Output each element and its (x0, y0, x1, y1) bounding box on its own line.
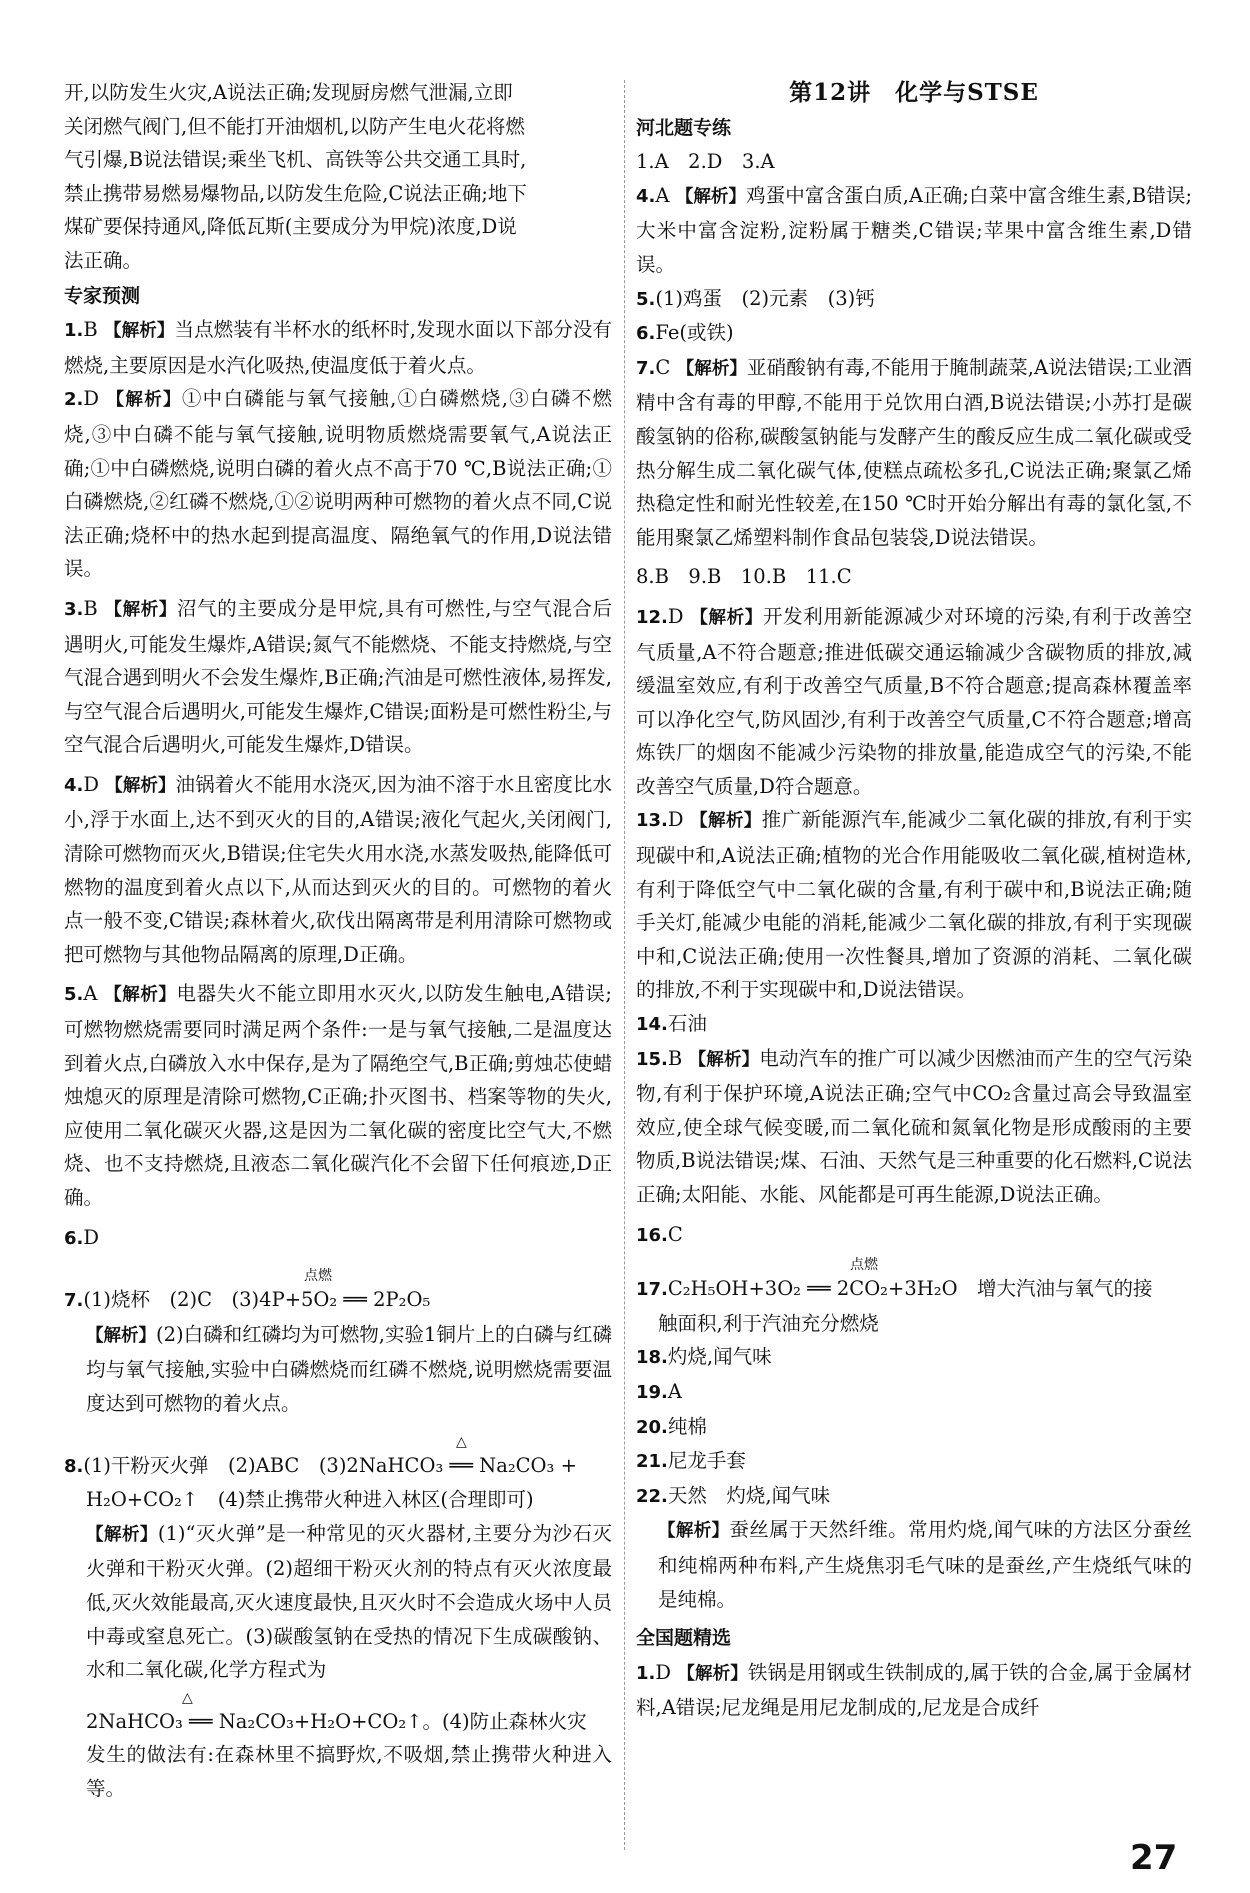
item-answer: 尼龙手套 (667, 1449, 746, 1473)
answer-line: 1.A 2.D 3.A (636, 150, 775, 174)
text-line: 法正确。 (64, 248, 143, 272)
item-answer: D (667, 604, 684, 628)
analysis-text: 铁锅是用钢或生铁制成的,属于铁的合金,属于金属材料,A错误;尼龙绳是用尼龙制成的,尼龙是合成纤 (636, 1660, 1192, 1720)
item-number: 6. (636, 323, 656, 345)
answer-item (64, 313, 612, 382)
item-number: 16. (636, 1224, 668, 1246)
item-answer: D (655, 1660, 672, 1684)
answer-item (636, 1444, 1192, 1479)
answer-item-8 (64, 1435, 612, 1806)
item-number: 3. (64, 598, 84, 620)
item-answer: A (83, 982, 98, 1006)
analysis-text: 电动汽车的推广可以减少因燃油而产生的空气污染物,有利于保护环境,A说法正确;空气中CO₂含量过高会导致温室效应,使全球气候变暖,而二氧化硫和氮氧化物是形成酸雨的主要物质,B说法错误;煤、石油、天然气是三种重要的化石燃料,C说法正确;太阳能、水能、风能都是可再生能源,D说法正确。 (636, 1046, 1192, 1206)
text-line: 禁止携带易燃易爆物品,以防发生危险,C说法正确;地下 (64, 181, 527, 205)
answer-item (636, 1656, 1192, 1725)
analysis-block (636, 1513, 1192, 1616)
item-answer-cont: 触面积,利于汽油充分燃烧 (658, 1311, 879, 1335)
answer-item (636, 803, 1192, 1007)
item-number: 20. (636, 1416, 668, 1438)
analysis-text: (1)“灭火弹”是一种常见的灭火器材,主要分为沙石灭火弹和干粉灭火弹。(2)超细干粉灭火剂的特点有灭火浓度最低,灭火效能最高,灭火速度最快,且灭火时不会造成火场中人员中毒或窒息死亡。(3)碳酸氢钠在受热的情况下生成碳酸钠、水和二氧化碳,化学方程式为 (86, 1521, 613, 1682)
answer-item (636, 600, 1192, 804)
page-number: 27 (1130, 1838, 1178, 1878)
item-answer: C (667, 1222, 683, 1246)
item-number: 1. (64, 320, 84, 342)
answer-item (636, 282, 1192, 317)
analysis-text: 沼气的主要成分是甲烷,具有可燃性,与空气混合后遇明火,可能发生爆炸,A错误;氮气不能燃烧、不能支持燃烧,与空气混合遇到明火不会发生爆炸,B正确;汽油是可燃性液体,易挥发,与空气混合后遇明火,可能发生爆炸,C错误;面粉是可燃性粉尘,与空气混合后遇明火,可能发生爆炸,D错误。 (64, 596, 613, 757)
analysis-text: ①中白磷能与氧气接触,①白磷燃烧,③白磷不燃烧,③中白磷不能与氧气接触,说明物质燃烧需要氧气,A说法正确;①中白磷燃烧,说明白磷的着火点不高于70 ℃,B说法正确;①白磷燃烧,②红磷不燃烧,①②说明两种可燃物的着火点不同,C说法正确;烧杯中的热水起到提高温度、隔绝氧气的作用,D说法错误。 (64, 387, 613, 581)
analysis-text: 当点燃装有半杯水的纸杯时,发现水面以下部分没有燃烧,主要原因是水汽化吸热,使温度低于着火点。 (64, 318, 613, 377)
item-number: 2. (64, 389, 84, 411)
equation-condition: △ (182, 1689, 193, 1706)
item-answer: B (667, 1046, 683, 1070)
item-number: 19. (636, 1381, 668, 1403)
item-answer: B (83, 318, 98, 342)
item-answer-cont: H₂O+CO₂↑ (4)禁止携带火种进入林区(合理即可) (86, 1488, 534, 1512)
answer-item-7 (64, 1269, 612, 1420)
answer-item (636, 1375, 1192, 1410)
analysis-text: 推广新能源汽车,能减少二氧化碳的排放,有利于实现碳中和,A说法正确;植物的光合作用能吸收二氧化碳,植树造林,有利于降低空气中二氧化碳的含量,有利于碳中和,B说法正确;随手关灯,能减少电能的消耗,能减少二氧化碳的排放,有利于实现碳中和,C说法正确;使用一次性餐具,增加了资源的消耗、二氧化碳的排放,不利于实现碳中和,D说法错误。 (636, 808, 1193, 1002)
item-answer: A (667, 1379, 682, 1403)
item-answer: D (83, 387, 100, 411)
item-number: 8. (64, 1455, 84, 1477)
analysis-text: 鸡蛋中富含蛋白质,A正确;白菜中富含维生素,B错误;大米中富含淀粉,淀粉属于糖类,C错误;苹果中富含维生素,D错误。 (636, 183, 1193, 276)
item-answer: A (655, 183, 670, 207)
item-number: 5. (636, 288, 656, 310)
answer-item (64, 592, 612, 762)
analysis-text: 亚硝酸钠有毒,不能用于腌制蔬菜,A说法错误;工业酒精中含有毒的甲醇,不能用于兑饮用白酒,B说法错误;小苏打是碳酸氢钠的俗称,碳酸氢钠能与发酵产生的酸反应生成二氧化碳或受热分解生成二氧化碳气体,使糕点疏松多孔,C说法正确;聚氯乙烯热稳定性和耐光性较差,在150 ℃时开始分解出有毒的氯化氢,不能用聚氯乙烯塑料制作食品包装袋,D说法错误。 (636, 355, 1192, 549)
analysis-tag: 【解析】 (688, 1049, 760, 1070)
lecture-title: 第12讲 化学与STSE (789, 79, 1039, 106)
analysis-tag: 【解析】 (105, 775, 176, 796)
answer-item (636, 1410, 1192, 1445)
equation-condition: △ (456, 1433, 467, 1450)
section-heading-national: 全国题精选 (636, 1627, 732, 1650)
item-answer: C (655, 355, 671, 379)
item-number: 21. (636, 1451, 668, 1473)
column-divider (624, 80, 625, 1850)
section-heading-hebei: 河北题专练 (636, 116, 732, 139)
item-answer: 纯棉 (667, 1414, 707, 1438)
item-number: 7. (64, 1290, 84, 1312)
answer-item (636, 316, 1192, 351)
text-line: 开,以防发生火灾,A说法正确;发现厨房燃气泄漏,立即 (64, 81, 513, 104)
equation-condition: 点燃 (304, 1268, 332, 1285)
right-column (636, 76, 1192, 1725)
item-answer: 灼烧,闻气味 (667, 1345, 772, 1369)
analysis-tag: 【解析】 (86, 1325, 157, 1346)
item-answer: 石油 (667, 1012, 707, 1036)
item-answer: D (667, 808, 684, 832)
text-line: 气引爆,B说法错误;乘坐飞机、高铁等公共交通工具时, (64, 148, 527, 172)
analysis-tag: 【解析】 (104, 985, 177, 1006)
item-number: 17. (636, 1279, 668, 1301)
section-heading-expert: 专家预测 (64, 284, 141, 307)
answer-item-17 (636, 1258, 1192, 1340)
item-number: 4. (64, 774, 84, 796)
item-number: 6. (64, 1227, 84, 1249)
item-number: 22. (636, 1485, 668, 1507)
analysis-text: 开发利用新能源减少对环境的污染,有利于改善空气质量,A不符合题意;推进低碳交通运输减少含碳物质的排放,减缓温室效应,有利于改善空气质量,B不符合题意;提高森林覆盖率可以净化空气,防风固沙,有利于改善空气质量,C不符合题意;增高炼铁厂的烟囱不能减少污染物的排放量,能造成空气的污染,不能改善空气质量,D符合题意。 (636, 604, 1193, 798)
item-number: 5. (64, 984, 84, 1006)
analysis-tag: 【解析】 (658, 1521, 730, 1542)
item-answer: Fe(或铁) (655, 321, 734, 345)
answer-item (636, 1007, 1192, 1042)
answer-item (636, 1218, 1192, 1253)
item-number: 1. (636, 1662, 656, 1684)
answer-item (64, 382, 612, 586)
answer-item (64, 768, 612, 972)
item-number: 4. (636, 185, 656, 207)
answer-line: 8.B 9.B 10.B 11.C (636, 565, 852, 589)
item-answer: D (83, 772, 100, 796)
analysis-tag: 【解析】 (104, 599, 177, 620)
analysis-text: 油锅着火不能用水浇灭,因为油不溶于水且密度比水小,浮于水面上,达不到灭火的目的,A错误;液化气起火,关闭阀门,清除可燃物而灭火,B错误;住宅失火用水浇,水蒸发吸热,能降低可燃物的温度到着火点以下,从而达到灭火的目的。可燃物的着火点一般不变,C错误;森林着火,砍伐出隔离带是利用清除可燃物或把可燃物与其他物品隔离的原理,D正确。 (64, 772, 613, 966)
item-answer: (1)烧杯 (2)C (3)4P+5O₂ ══ 2P₂O₅ (83, 1288, 431, 1312)
item-answer: B (83, 596, 98, 620)
analysis-text: 电器失火不能立即用水灭火,以防发生触电,A错误;可燃物燃烧需要同时满足两个条件:一是与氧气接触,二是温度达到着火点,白磷放入水中保存,是为了隔绝空气,B正确;剪烛芯使蜡烛熄灭的原理是清除可燃物,C正确;扑灭图书、档案等物的失火,应使用二氧化碳灭火器,这是因为二氧化碳的密度比空气大,不燃烧、也不支持燃烧,且液态二氧化碳汽化不会留下任何痕迹,D正确。 (64, 982, 612, 1209)
item-number: 13. (636, 810, 668, 832)
item-number: 18. (636, 1347, 668, 1369)
analysis-text: (2)白磷和红磷均为可燃物,实验1铜片上的白磷与红磷均与氧气接触,实验中白磷燃烧而红磷不燃烧,说明燃烧需要温度达到可燃物的着火点。 (86, 1322, 613, 1415)
equation-condition: 点燃 (850, 1257, 878, 1274)
item-answer: (1)干粉灭火弹 (2)ABC (3)2NaHCO₃ ══ Na₂CO₃ + (83, 1453, 577, 1477)
analysis-tag: 【解析】 (86, 1524, 158, 1545)
continued-text (64, 76, 612, 278)
equation-line: 2NaHCO₃ ══ Na₂CO₃+H₂O+CO₂↑。(4)防止森林火灾 (86, 1709, 587, 1733)
item-answer: C₂H₅OH+3O₂ ══ 2CO₂+3H₂O 增大汽油与氧气的接 (667, 1277, 1153, 1301)
text-line: 煤矿要保持通风,降低瓦斯(主要成分为甲烷)浓度,D说 (64, 215, 517, 239)
answer-item (64, 977, 612, 1214)
text-line: 关闭燃气阀门,但不能打开油烟机,以防产生电火花将燃 (64, 114, 525, 138)
analysis-tag: 【解析】 (106, 390, 182, 411)
answer-item (636, 1340, 1192, 1375)
answer-item (636, 1479, 1192, 1514)
answer-item (636, 351, 1192, 555)
item-number: 15. (636, 1048, 668, 1070)
item-answer: (1)鸡蛋 (2)元素 (3)钙 (655, 286, 875, 310)
analysis-tag: 【解析】 (690, 811, 762, 832)
analysis-tag: 【解析】 (690, 607, 763, 628)
analysis-tag: 【解析】 (676, 358, 748, 379)
analysis-text: 蚕丝属于天然纤维。常用灼烧,闻气味的方法区分蚕丝和纯棉两种布料,产生烧焦羽毛气味的是蚕丝,产生烧纸气味的是纯棉。 (658, 1518, 1193, 1611)
answer-item (636, 179, 1192, 282)
item-number: 7. (636, 357, 656, 379)
answer-item (636, 1042, 1192, 1212)
analysis-text: 发生的做法有:在森林里不搞野炊,不吸烟,禁止携带火种进入等。 (86, 1743, 612, 1800)
item-answer: D (83, 1225, 100, 1249)
item-number: 12. (636, 606, 668, 628)
answer-item (64, 1221, 612, 1256)
item-answer: 天然 灼烧,闻气味 (667, 1483, 831, 1507)
analysis-tag: 【解析】 (675, 186, 747, 207)
analysis-tag: 【解析】 (104, 321, 175, 342)
analysis-tag: 【解析】 (677, 1663, 748, 1684)
left-column (64, 76, 612, 1806)
item-number: 14. (636, 1014, 668, 1036)
